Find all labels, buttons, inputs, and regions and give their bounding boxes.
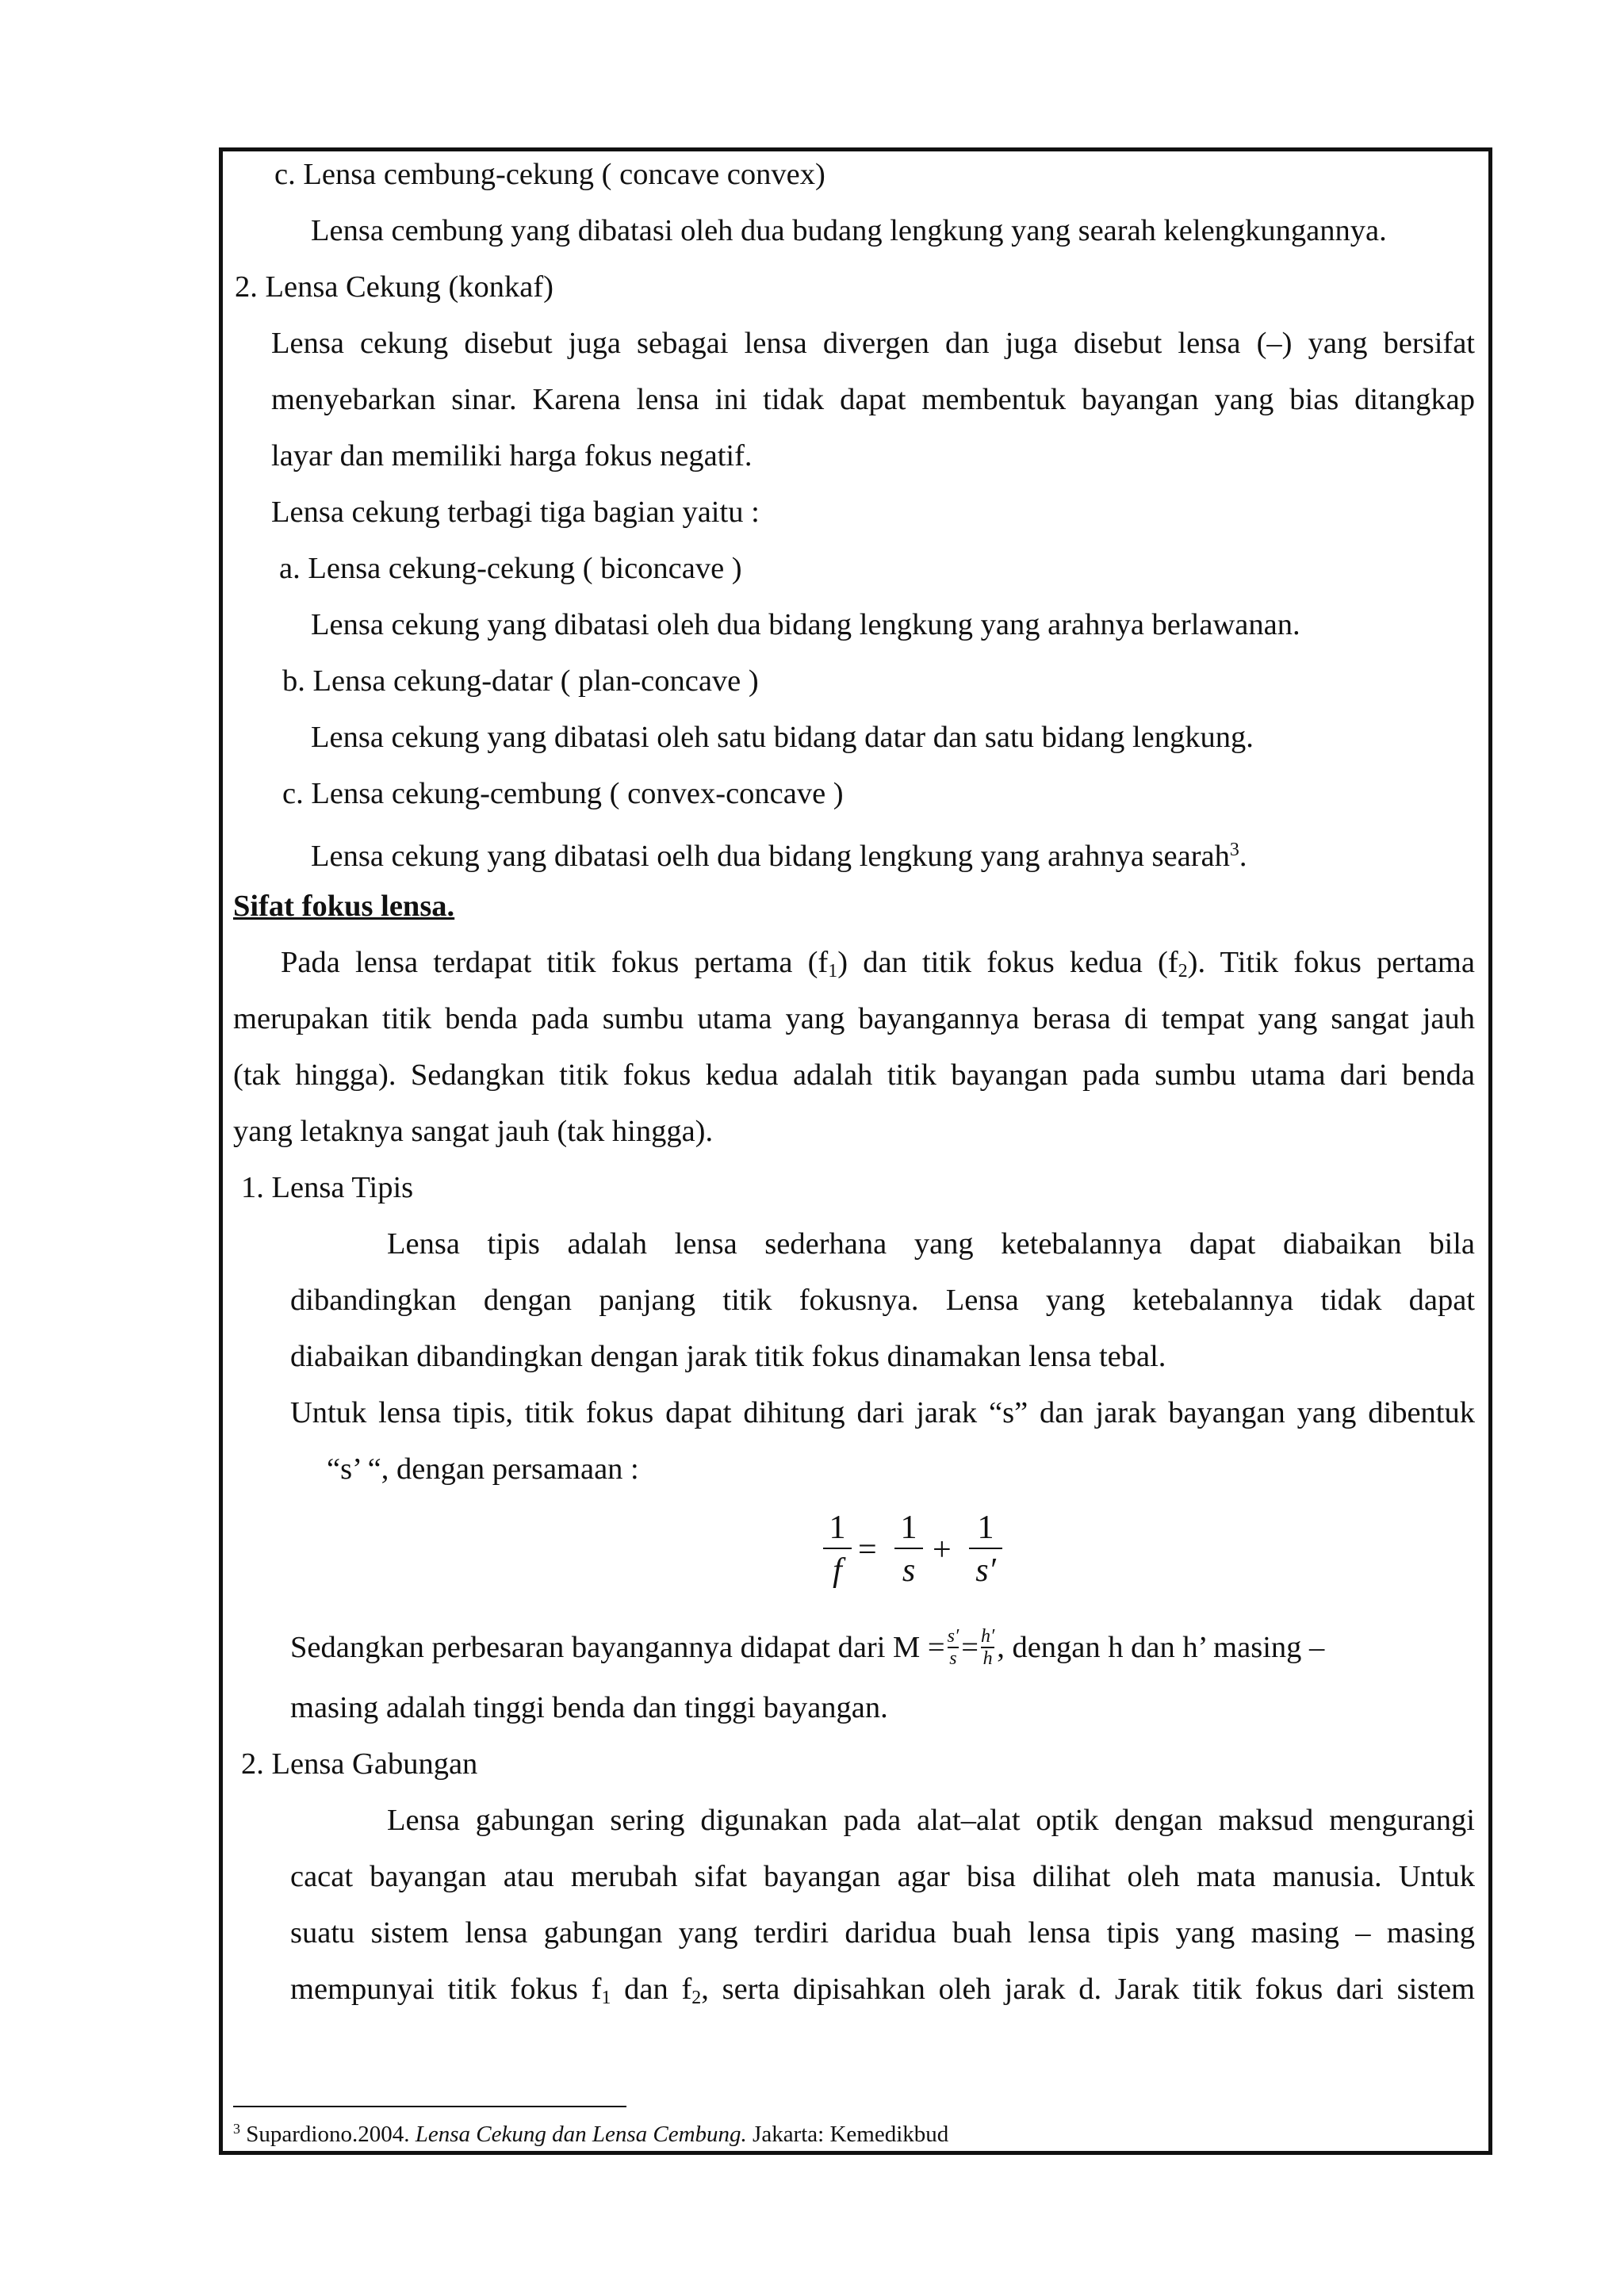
paragraph-line: Lensa cekung disebut juga sebagai lensa divergen dan juga disebut lensa (–) yang bersifat <box>271 327 1475 360</box>
subsection-2-title: 2. Lensa Gabungan <box>241 1747 478 1781</box>
paragraph-line: suatu sistem lensa gabungan yang terdiri daridua buah lensa tipis yang masing – masing <box>290 1916 1475 1950</box>
subsection-1-title: 1. Lensa Tipis <box>241 1171 414 1204</box>
paragraph-line: (tak hingga). Sedangkan titik fokus kedua adalah titik bayangan pada sumbu utama dari benda <box>233 1058 1475 1092</box>
lens-formula <box>822 1508 1012 1595</box>
list-item-c-desc: Lensa cembung yang dibatasi oleh dua budang lengkung yang searah kelengkungannya. <box>311 214 1387 247</box>
section-2-title: 2. Lensa Cekung (konkaf) <box>235 270 553 304</box>
footnote-ref: 3 <box>1229 840 1239 860</box>
plus-sign: + <box>933 1532 952 1568</box>
fraction-h-prime-over-h: $\frac{h'}{h}$ <box>980 1626 995 1669</box>
paragraph-line: Pada lensa terdapat titik fokus pertama $(f_1)$ dan titik fokus kedua $(f_2)$. Titik fokus pertama <box>281 946 1475 982</box>
footnote: $^3$ Supardiono.2004. Lensa Cekung dan Lensa Cembung. Jakarta: Kemedikbud <box>233 2121 949 2147</box>
paragraph-line: Lensa gabungan sering digunakan pada alat–alat optik dengan maksud mengurangi <box>387 1804 1475 1837</box>
paragraph-line: yang letaknya sangat jauh (tak hingga). <box>233 1115 714 1148</box>
paragraph-line: Lensa tipis adalah lensa sederhana yang ketebalannya dapat diabaikan bila <box>387 1227 1475 1261</box>
fraction-1-over-f: 1 f <box>822 1508 853 1592</box>
list-item-c-title: c. Lensa cembung-cekung ( concave convex) <box>274 158 825 191</box>
paragraph-line: masing adalah tinggi benda dan tinggi bayangan. <box>290 1691 888 1724</box>
magnification-line: Sedangkan perbesaran bayangannya didapat dari M = $\frac{s'}{s}$ = $\frac{h'}{h}$ , dengan h dan h’ masing – <box>290 1626 1325 1669</box>
list-item-c2-title: c. Lensa cekung-cembung ( convex-concave ) <box>282 777 844 810</box>
paragraph-line: “s’ “, dengan persamaan : <box>327 1452 639 1486</box>
equals-sign: = <box>858 1532 877 1568</box>
paragraph-line: merupakan titik benda pada sumbu utama yang bayangannya berasa di tempat yang sangat jauh <box>233 1002 1475 1035</box>
paragraph-line: menyebarkan sinar. Karena lensa ini tidak dapat membentuk bayangan yang bias ditangkap <box>271 383 1475 416</box>
paragraph-line: layar dan memiliki harga fokus negatif. <box>271 439 753 473</box>
fraction-1-over-s-prime: 1 s′ <box>967 1508 1004 1592</box>
list-item-c2-desc: Lensa cekung yang dibatasi oelh dua bidang lengkung yang arahnya searah$^3$. <box>311 840 1247 874</box>
fraction-1-over-s: 1 s <box>893 1508 925 1592</box>
list-item-b-desc: Lensa cekung yang dibatasi oleh satu bidang datar dan satu bidang lengkung. <box>311 721 1254 754</box>
paragraph-line: diabaikan dibandingkan dengan jarak titik fokus dinamakan lensa tebal. <box>290 1340 1166 1373</box>
footnote-title: Lensa Cekung dan Lensa Cembung. <box>415 2121 747 2147</box>
paragraph-line: cacat bayangan atau merubah sifat bayangan agar bisa dilihat oleh mata manusia. Untuk <box>290 1860 1475 1893</box>
footnote-separator <box>233 2106 626 2107</box>
paragraph-line: dibandingkan dengan panjang titik fokusnya. Lensa yang ketebalannya tidak dapat <box>290 1284 1475 1317</box>
section-heading: Sifat fokus lensa. <box>233 890 455 923</box>
paragraph-line: Untuk lensa tipis, titik fokus dapat dihitung dari jarak “s” dan jarak bayangan yang dibentuk <box>290 1396 1475 1429</box>
list-item-b-title: b. Lensa cekung-datar ( plan-concave ) <box>282 664 759 698</box>
fraction-s-prime-over-s: $\frac{s'}{s}$ <box>947 1626 959 1669</box>
paragraph-line: Lensa cekung terbagi tiga bagian yaitu : <box>271 496 760 529</box>
paragraph-line: mempunyai titik fokus $f_1$ dan $f_2$, serta dipisahkan oleh jarak d. Jarak titik fokus dari sistem <box>290 1973 1475 2008</box>
list-item-a-desc: Lensa cekung yang dibatasi oleh dua bidang lengkung yang arahnya berlawanan. <box>311 608 1300 641</box>
list-item-a-title: a. Lensa cekung-cekung ( biconcave ) <box>279 552 742 585</box>
